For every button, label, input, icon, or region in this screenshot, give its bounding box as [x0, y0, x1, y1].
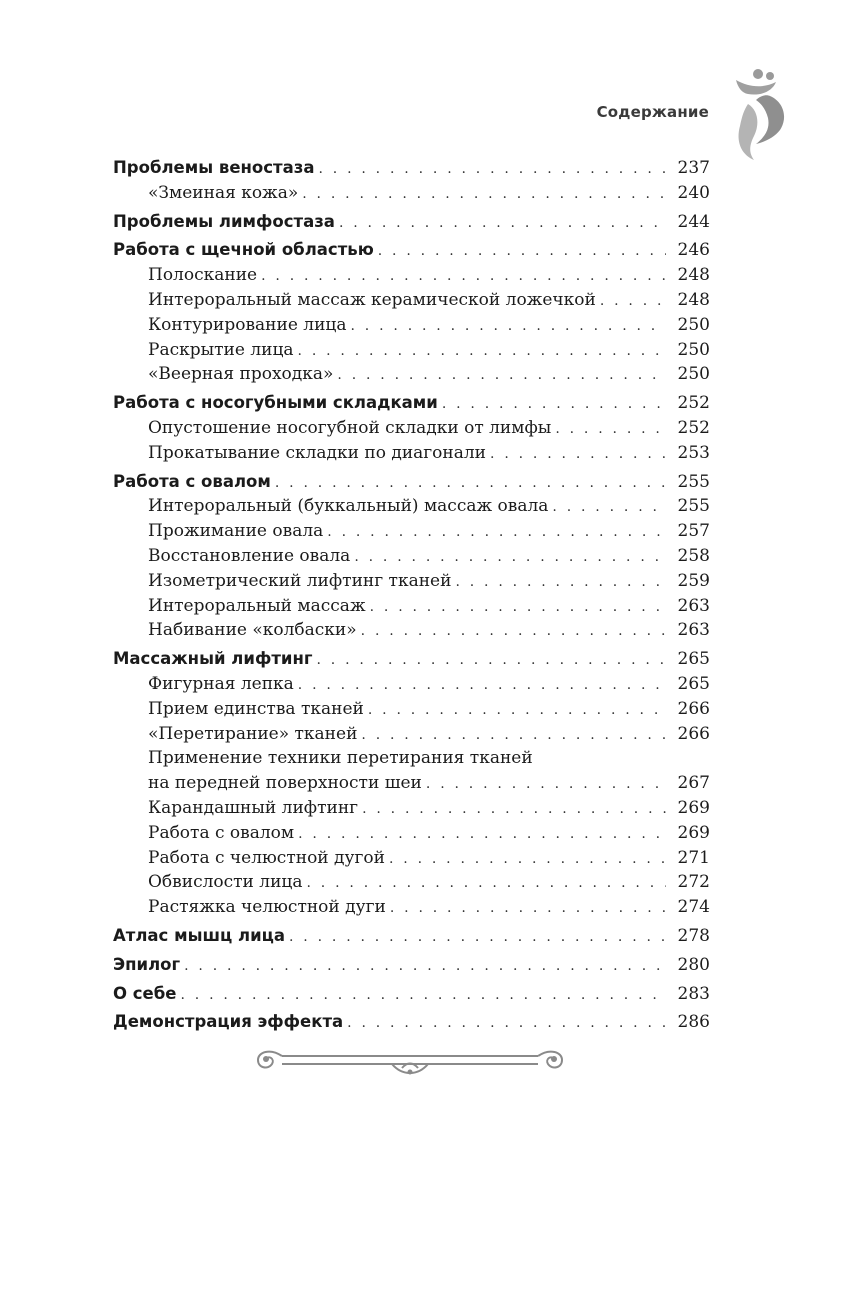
toc-subsection-entry: [113, 672, 710, 697]
toc-page-number: 269: [677, 822, 710, 843]
toc-subsection-entry: [113, 181, 710, 206]
toc-page-number: 272: [677, 872, 710, 893]
toc-entry-title: Изометрический лифтинг тканей: [148, 570, 452, 591]
toc-entry-title: Работа с щечной областью: [113, 240, 374, 260]
dot-leader: [318, 157, 666, 182]
toc-page-number: 267: [677, 773, 710, 794]
dot-leader: [354, 545, 666, 570]
toc-subsection-entry: [113, 870, 710, 895]
toc-page-number: 240: [677, 182, 710, 203]
toc-page-number: 252: [677, 417, 710, 438]
toc-subsection-entry: [113, 519, 710, 544]
toc-section-entry: [113, 647, 710, 672]
dot-leader: [327, 520, 666, 545]
toc-page-number: 248: [677, 289, 710, 310]
toc-page-number: 278: [677, 925, 710, 946]
toc-entry-title: Растяжка челюстной дуги: [148, 897, 386, 918]
toc-page-number: 252: [677, 393, 710, 414]
toc-subsection-entry: [113, 288, 710, 313]
dot-leader: [368, 698, 666, 723]
dot-leader: [378, 239, 666, 264]
dot-leader: [298, 822, 666, 847]
toc-entry-title: Работа с носогубными складками: [113, 393, 438, 413]
toc-page-number: 283: [677, 983, 710, 1004]
toc-entry-title: на передней поверхности шеи: [148, 773, 422, 794]
toc-page-number: 271: [677, 847, 710, 868]
toc-page-number: 263: [677, 620, 710, 641]
toc-subsection-entry: [113, 697, 710, 722]
table-of-contents: [113, 156, 710, 1035]
toc-subsection-entry: [113, 846, 710, 871]
dot-leader: [351, 314, 667, 339]
toc-entry-title: Работа с челюстной дугой: [148, 847, 385, 868]
toc-page-number: 246: [677, 240, 710, 261]
dot-leader: [184, 954, 666, 979]
toc-subsection-entry: [113, 821, 710, 846]
toc-page-number: 266: [677, 698, 710, 719]
toc-entry-title: Прокатывание складки по диагонали: [148, 442, 487, 463]
toc-subsection-entry: [113, 796, 710, 821]
toc-page-number: 250: [677, 314, 710, 335]
toc-page-number: 265: [677, 673, 710, 694]
toc-section-entry: [113, 1010, 710, 1035]
toc-entry-title: Прожимание овала: [148, 521, 324, 542]
toc-entry-title: Прием единства тканей: [148, 698, 364, 719]
toc-entry-title: Полоскание: [148, 265, 258, 286]
toc-subsection-entry: [113, 771, 710, 796]
dot-leader: [361, 619, 666, 644]
toc-page-number: 263: [677, 595, 710, 616]
toc-section-entry: [113, 924, 710, 949]
toc-page-number: 274: [677, 897, 710, 918]
toc-entry-title: Работа с овалом: [148, 822, 295, 843]
dot-leader: [390, 896, 666, 921]
toc-page-number: 265: [677, 649, 710, 670]
dot-leader: [337, 363, 666, 388]
toc-section-entry: [113, 982, 710, 1007]
toc-page-number: 244: [677, 211, 710, 232]
dot-leader: [389, 847, 666, 872]
toc-page-number: 258: [677, 545, 710, 566]
toc-entry-title: Массажный лифтинг: [113, 649, 313, 669]
dot-leader: [289, 925, 666, 950]
dot-leader: [455, 570, 666, 595]
toc-entry-title: Демонстрация эффекта: [113, 1012, 344, 1032]
toc-entry-title: «Змеиная кожа»: [148, 182, 299, 203]
toc-entry-title: Обвислости лица: [148, 872, 303, 893]
dot-leader: [275, 471, 666, 496]
toc-page-number: 237: [677, 158, 710, 178]
toc-section-entry: [113, 953, 710, 978]
toc-subsection-entry: [113, 544, 710, 569]
dot-leader: [490, 442, 666, 467]
dot-leader: [261, 264, 666, 289]
toc-subsection-entry: [113, 746, 710, 771]
dot-leader: [370, 595, 666, 620]
toc-entry-title: Проблемы веностаза: [113, 158, 315, 177]
toc-page-number: 250: [677, 339, 710, 360]
toc-subsection-entry: [113, 313, 710, 338]
toc-section-entry: [113, 238, 710, 263]
toc-page-number: 257: [677, 521, 710, 542]
dot-leader: [362, 797, 666, 822]
toc-subsection-entry: [113, 895, 710, 920]
dot-leader: [302, 182, 666, 207]
toc-page-number: 280: [677, 954, 710, 975]
dot-leader: [600, 289, 666, 314]
toc-entry-title: Интероральный массаж: [148, 595, 366, 616]
toc-section-entry: [113, 210, 710, 235]
dot-leader: [298, 339, 666, 364]
toc-entry-title: Атлас мышц лица: [113, 925, 285, 945]
toc-entry-title: Работа с овалом: [113, 471, 271, 491]
toc-entry-title: Интероральный (буккальный) массаж овала: [148, 496, 549, 517]
toc-subsection-entry: [113, 362, 710, 387]
toc-section-entry: [113, 391, 710, 416]
dot-leader: [347, 1011, 666, 1036]
toc-entry-title: Проблемы лимфостаза: [113, 211, 335, 231]
running-header-title: Содержание: [596, 103, 709, 121]
toc-entry-title: «Веерная проходка»: [148, 364, 334, 385]
face-profile-logo-icon: [730, 66, 792, 162]
toc-subsection-entry: [113, 416, 710, 441]
dot-leader: [426, 772, 666, 797]
toc-entry-title: Раскрытие лица: [148, 339, 294, 360]
toc-page-number: 266: [677, 723, 710, 744]
toc-subsection-entry: [113, 569, 710, 594]
toc-subsection-entry: [113, 722, 710, 747]
toc-subsection-entry: [113, 338, 710, 363]
dot-leader: [552, 495, 666, 520]
dot-leader: [339, 211, 666, 236]
toc-entry-title: Набивание «колбаски»: [148, 620, 357, 641]
toc-page-number: 248: [677, 265, 710, 286]
toc-page-number: 259: [677, 570, 710, 591]
toc-section-entry: [113, 470, 710, 495]
dot-leader: [298, 673, 666, 698]
toc-entry-title: Интероральный массаж керамической ложечкой: [148, 289, 596, 310]
toc-page-number: 250: [677, 364, 710, 385]
toc-page-number: 286: [677, 1012, 710, 1033]
toc-entry-title: Восстановление овала: [148, 545, 351, 566]
dot-leader: [361, 723, 666, 748]
dot-leader: [316, 648, 666, 673]
toc-page-number: 255: [677, 471, 710, 492]
toc-entry-title: О себе: [113, 983, 177, 1003]
dot-leader: [442, 392, 666, 417]
dot-leader: [180, 983, 666, 1008]
toc-subsection-entry: [113, 441, 710, 466]
toc-page-number: 255: [677, 496, 710, 517]
dot-leader: [307, 871, 667, 896]
toc-entry-title: Эпилог: [113, 954, 181, 974]
dot-leader: [555, 417, 666, 442]
toc-entry-title: Контурирование лица: [148, 314, 347, 335]
toc-subsection-entry: [113, 618, 710, 643]
toc-entry-title: Карандашный лифтинг: [148, 797, 359, 818]
toc-subsection-entry: [113, 494, 710, 519]
toc-entry-title: Фигурная лепка: [148, 673, 294, 694]
scroll-ornament-icon: [252, 1044, 568, 1080]
toc-page-number: 253: [677, 442, 710, 463]
toc-entry-title: Опустошение носогубной складки от лимфы: [148, 417, 552, 438]
toc-entry-title: «Перетирание» тканей: [148, 723, 358, 744]
toc-section-entry: [113, 156, 710, 181]
toc-entry-title: Применение техники перетирания тканей: [148, 748, 533, 769]
toc-subsection-entry: [113, 594, 710, 619]
toc-subsection-entry: [113, 263, 710, 288]
toc-page-number: 269: [677, 797, 710, 818]
